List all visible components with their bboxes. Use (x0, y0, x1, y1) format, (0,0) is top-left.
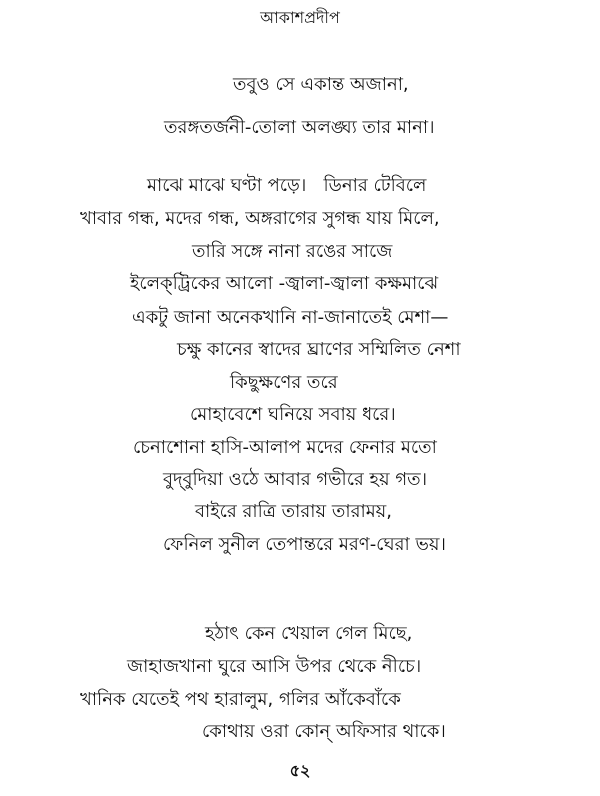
verse-line: মাঝে মাঝে ঘণ্টা পড়ে। ডিনার টেবিলে (147, 175, 427, 196)
verse-line: চক্ষু কানের স্বাদের ঘ্রাণের সম্মিলিত নেশা (177, 339, 461, 360)
verse-line: বুদ্‌বুদিয়া ওঠে আবার গভীরে হয় গত। (163, 469, 428, 490)
verse-line: মোহাবেশে ঘনিয়ে সবায় ধরে। (190, 404, 396, 425)
verse-line: চেনাশোনা হাসি-আলাপ মদের ফেনার মতো (133, 437, 437, 458)
verse-line: তারি সঙ্গে নানা রঙের সাজে (192, 241, 393, 262)
verse-line: ফেনিল সুনীল তেপান্তরে মরণ-ঘেরা ভয়। (163, 534, 446, 555)
page-number: ৫২ (289, 761, 311, 780)
verse-line: খানিক যেতেই পথ হারালুম, গলির আঁকেবাঁকে (80, 689, 401, 710)
verse-line: কোথায় ওরা কোন্‌ অফিসার থাকে। (202, 721, 446, 742)
verse-line: খাবার গন্ধ, মদের গন্ধ, অঙ্গরাগের সুগন্ধ যায় মিলে, (80, 208, 440, 229)
verse-line: জাহাজখানা ঘুরে আসি উপর থেকে নীচে। (127, 656, 422, 677)
verse-line: তরঙ্গতর্জনী-তোলা অলঙ্ঘ্য তার মানা। (164, 117, 435, 138)
verse-line: হঠাৎ কেন খেয়াল গেল মিছে, (205, 623, 413, 644)
verse-line: তবুও সে একান্ত অজানা, (233, 74, 409, 95)
verse-line: একটু জানা অনেকখানি না-জানাতেই মেশা— (132, 307, 449, 328)
verse-line: ইলেক্‌ট্রিকের আলো -জ্বালা-জ্বালা কক্ষমাঝে (130, 273, 439, 294)
verse-line: কিছুক্ষণের তরে (230, 372, 338, 393)
verse-line: বাইরে রাত্রি তারায় তারাময়, (195, 501, 393, 522)
running-header: আকাশপ্রদীপ (260, 8, 340, 27)
